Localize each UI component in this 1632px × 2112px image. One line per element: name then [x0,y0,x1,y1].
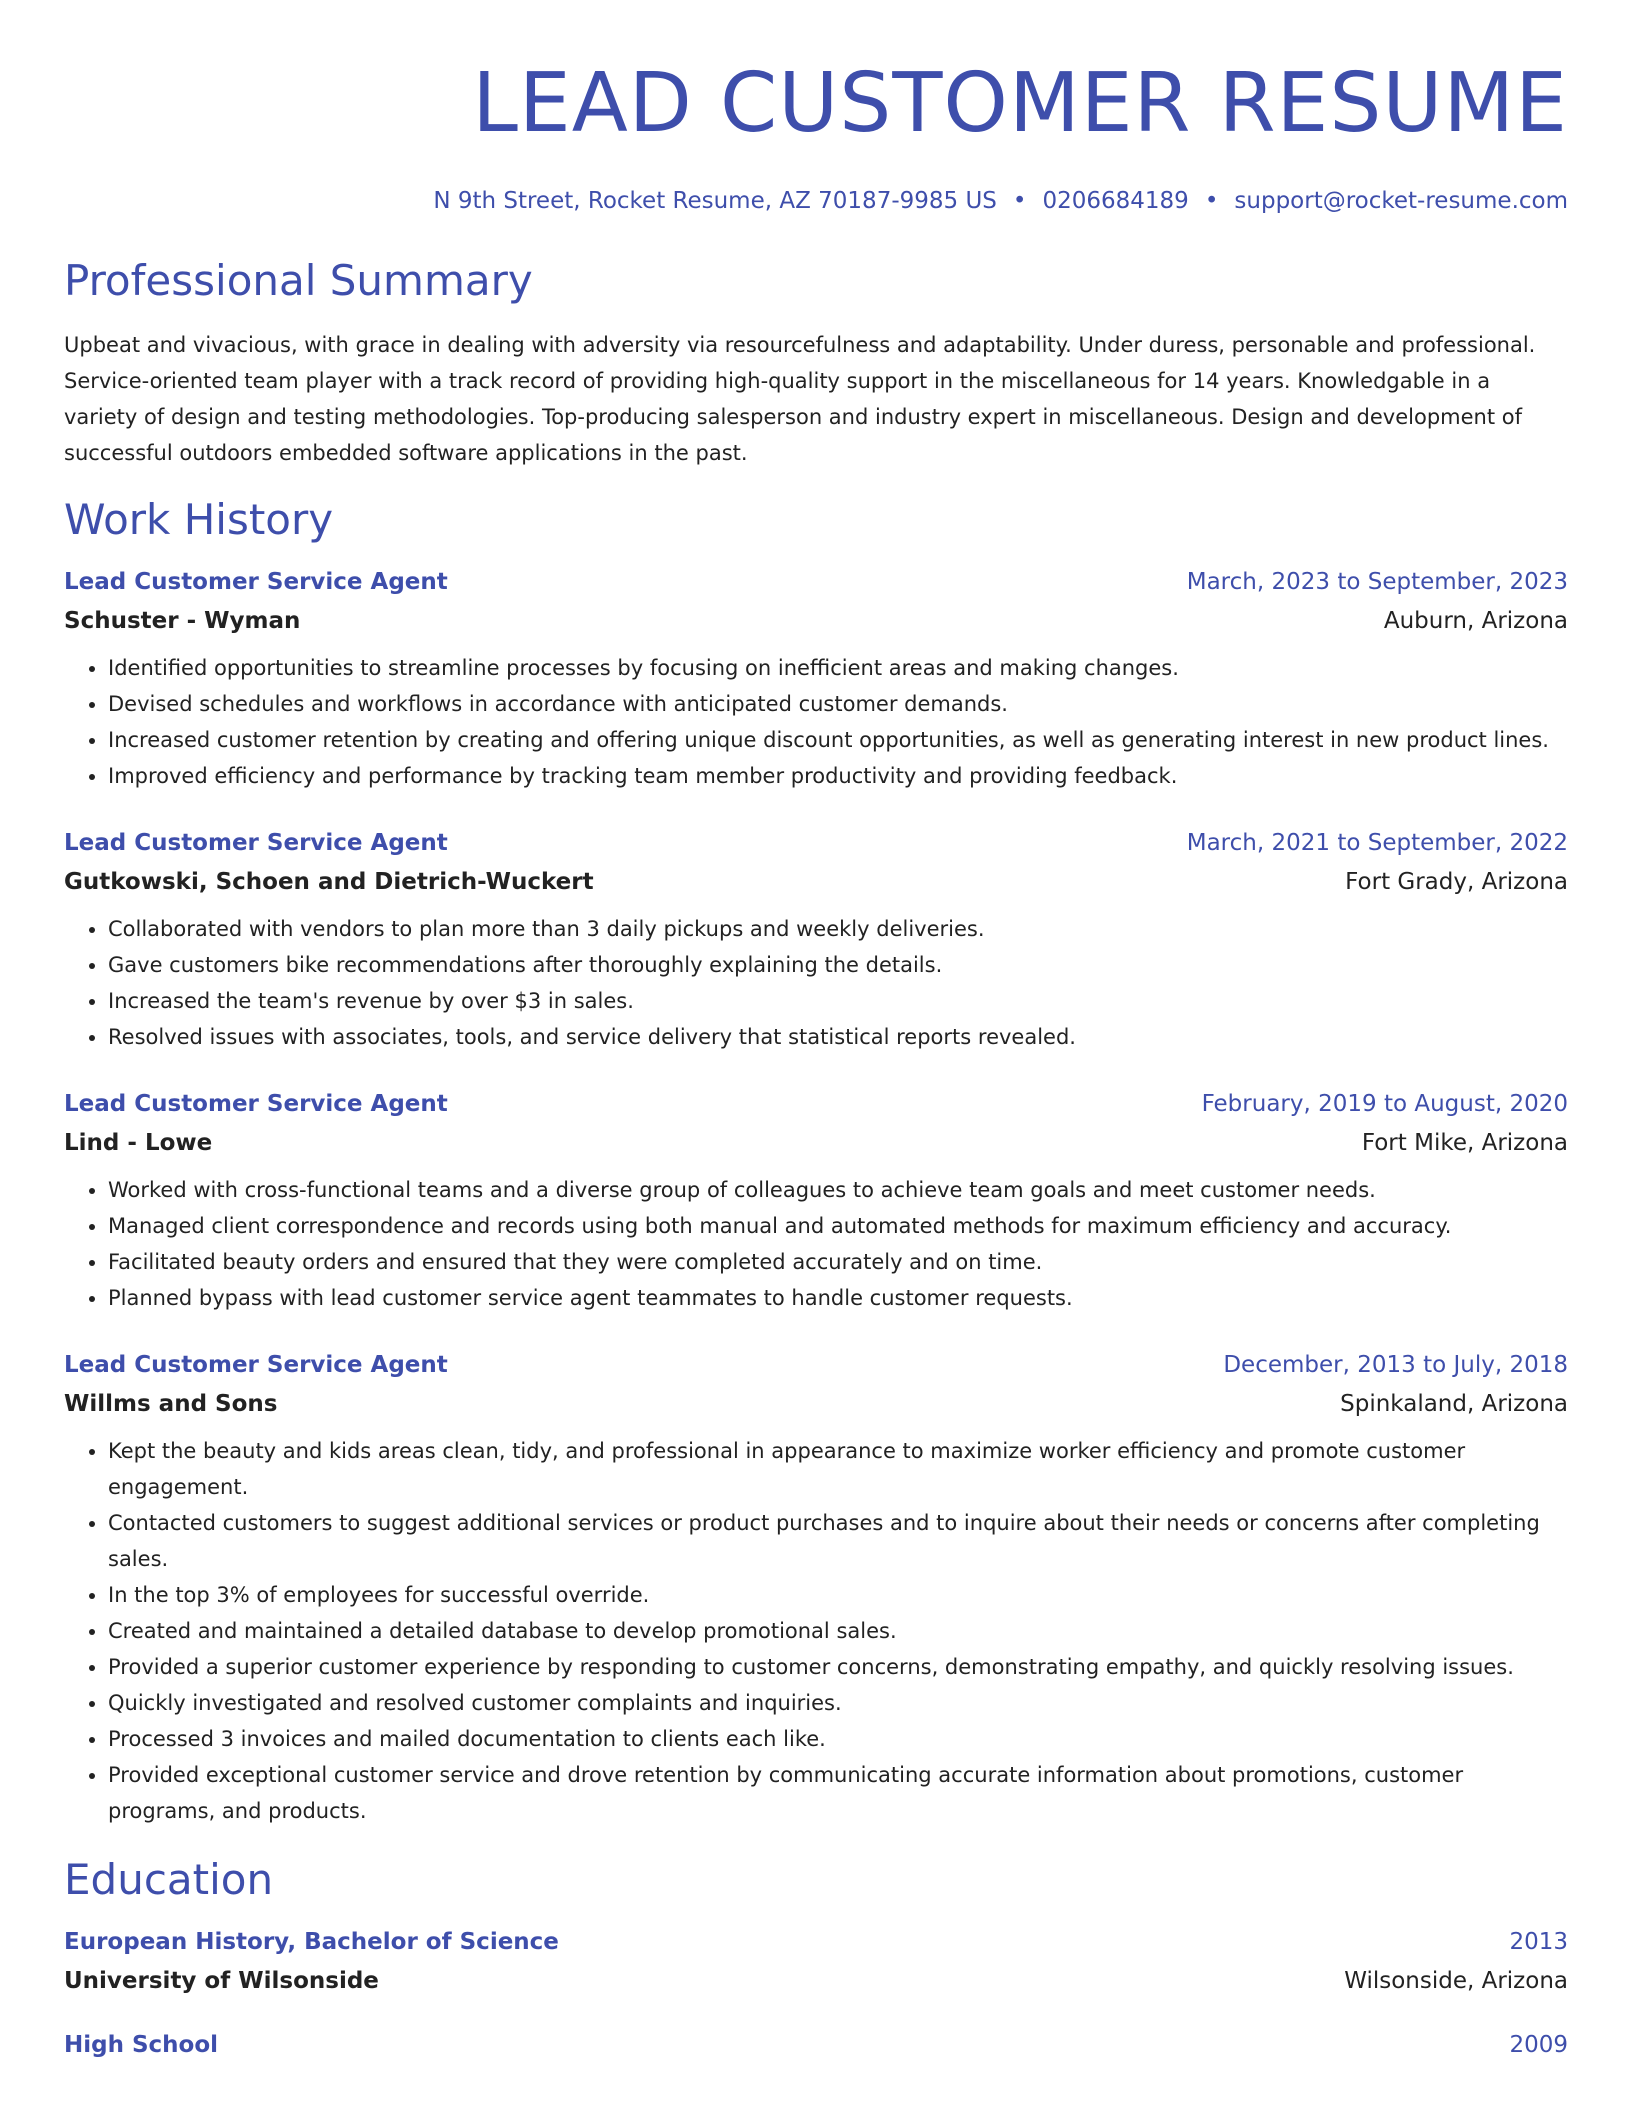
job-bullet: • Collaborated with vendors to plan more than 3 daily pickups and weekly deliveries. [108,911,1568,947]
contact-separator: • [1012,188,1027,214]
education-entry [64,1927,1568,1996]
job-title: Lead Customer Service Agent [64,830,448,856]
job-bullet: • Contacted customers to suggest additional services or product purchases and to inquire about their needs or concerns after completing sales. [108,1505,1568,1577]
summary-heading: Professional Summary [64,256,533,305]
job-bullet: • Identified opportunities to streamline processes by focusing on inefficient areas and making changes. [108,650,1568,686]
job-entry [64,1089,1568,1316]
contact-line [64,186,1568,216]
job-entry [64,828,1568,1055]
job-company: Schuster - Wyman [64,608,301,634]
job-bullet: • Devised schedules and workflows in accordance with anticipated customer demands. [108,686,1568,722]
education-degree: High School [64,2032,219,2058]
job-dates: February, 2019 to August, 2020 [1201,1091,1568,1117]
job-header [64,1089,1568,1119]
resume-page [64,0,1568,2069]
education-header [64,2030,1568,2060]
job-title: Lead Customer Service Agent [64,569,448,595]
education-degree: European History, Bachelor of Science [64,1929,559,1955]
job-entry [64,1350,1568,1829]
job-bullet: • Created and maintained a detailed database to develop promotional sales. [108,1613,1568,1649]
education-entry [64,2030,1568,2069]
job-dates: March, 2023 to September, 2023 [1186,569,1568,595]
resume-title: LEAD CUSTOMER RESUME [472,56,1568,151]
job-company: Lind - Lowe [64,1130,213,1156]
job-bullets [64,650,1568,794]
job-bullet: • Processed 3 invoices and mailed documentation to clients each like. [108,1721,1568,1757]
job-location: Auburn, Arizona [1383,608,1568,634]
contact-email: support@rocket-resume.com [1234,188,1568,214]
education-header [64,1927,1568,1957]
job-bullet: • Gave customers bike recommendations after thoroughly explaining the details. [108,947,1568,983]
education-location: Wilsonside, Arizona [1344,1968,1568,1994]
job-bullet: • Resolved issues with associates, tools, and service delivery that statistical reports revealed. [108,1019,1568,1055]
job-bullet: • Increased customer retention by creating and offering unique discount opportunities, as well as generating interest in new product lines. [108,722,1568,758]
job-company: Willms and Sons [64,1391,278,1417]
job-location: Fort Grady, Arizona [1345,869,1568,895]
job-bullets [64,911,1568,1055]
job-title: Lead Customer Service Agent [64,1091,448,1117]
job-bullets [64,1433,1568,1829]
job-header [64,1350,1568,1380]
education-heading: Education [64,1855,274,1904]
job-header [64,828,1568,858]
contact-address: N 9th Street, Rocket Resume, AZ 70187-9985 US [433,188,997,214]
job-dates: March, 2021 to September, 2022 [1186,830,1568,856]
job-subheader [64,867,1568,897]
job-dates: December, 2013 to July, 2018 [1223,1352,1568,1378]
job-bullet: • Kept the beauty and kids areas clean, tidy, and professional in appearance to maximize worker efficiency and promote customer engagement. [108,1433,1568,1505]
job-location: Fort Mike, Arizona [1361,1130,1568,1156]
job-bullets [64,1172,1568,1316]
work-history-heading: Work History [64,495,334,544]
job-header [64,567,1568,597]
job-location: Spinkaland, Arizona [1340,1391,1568,1417]
education-subheader [64,1966,1568,1996]
job-bullet: • Quickly investigated and resolved customer complaints and inquiries. [108,1685,1568,1721]
contact-phone: 0206684189 [1042,188,1189,214]
job-bullet: • Planned bypass with lead customer service agent teammates to handle customer requests. [108,1280,1568,1316]
job-bullet: • In the top 3% of employees for successful override. [108,1577,1568,1613]
job-bullet: • Managed client correspondence and records using both manual and automated methods for maximum efficiency and accuracy. [108,1208,1568,1244]
job-bullet: • Facilitated beauty orders and ensured that they were completed accurately and on time. [108,1244,1568,1280]
job-bullet: • Provided exceptional customer service and drove retention by communicating accurate information about promotions, customer programs, and products. [108,1757,1568,1829]
education-year: 2013 [1509,1929,1568,1955]
job-subheader [64,1128,1568,1158]
job-subheader [64,1389,1568,1419]
job-bullet: • Increased the team's revenue by over $3 in sales. [108,983,1568,1019]
job-subheader [64,606,1568,636]
job-title: Lead Customer Service Agent [64,1352,448,1378]
job-bullet: • Improved efficiency and performance by tracking team member productivity and providing feedback. [108,758,1568,794]
job-bullet: • Worked with cross-functional teams and a diverse group of colleagues to achieve team goals and meet customer needs. [108,1172,1568,1208]
job-entry [64,567,1568,794]
job-company: Gutkowski, Schoen and Dietrich-Wuckert [64,869,594,895]
summary-text: Upbeat and vivacious, with grace in dealing with adversity via resourcefulness and adaptability. Under duress, personable and professional. Service-oriented team player with a track record of providing high-quality support in the miscellaneous for 14 years. Knowledgable in a variety of design and testing methodologies. Top-producing salesperson and industry expert in miscellaneous. Design and development of successful outdoors embedded software applications in the past. [64,333,1536,465]
education-year: 2009 [1509,2032,1568,2058]
education-school: University of Wilsonside [64,1968,379,1994]
job-bullet: • Provided a superior customer experience by responding to customer concerns, demonstrating empathy, and quickly resolving issues. [108,1649,1568,1685]
contact-separator: • [1204,188,1219,214]
